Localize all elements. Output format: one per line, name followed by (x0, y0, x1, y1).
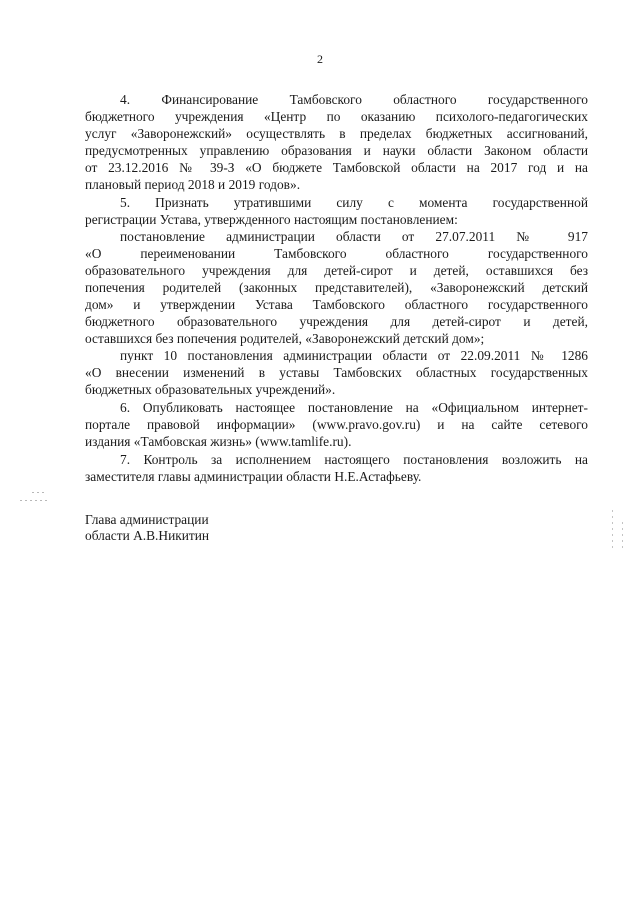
paragraph-5-line-1: 5. Признать утратившими силу с момента государственной (120, 195, 588, 210)
signature-title: Глава администрации (85, 512, 209, 527)
paragraph-4-line-1: 4. Финансирование Тамбовского областного государственного (120, 92, 588, 107)
paragraph-5-line-11: «О внесении изменений в уставы Тамбовских областных государственных (85, 365, 588, 380)
paragraph-5-line-7: дом» и утверждении Устава Тамбовского областного государственного (85, 297, 588, 312)
paragraph-4-line-2: бюджетного учреждения «Центр по оказанию психолого-педагогических (85, 109, 588, 124)
paragraph-4-line-5: от 23.12.2016 № 39-З «О бюджете Тамбовской области на 2017 год и на (85, 160, 588, 175)
paragraph-6-line-3: издания «Тамбовская жизнь» (www.tamlife.ru). (85, 434, 352, 449)
paragraph-5-line-4: «О переименовании Тамбовского областного государственного (85, 246, 588, 261)
page-number: 2 (317, 52, 323, 66)
paragraph-4-line-4: предусмотренных управлению образования и науки области Законом области (85, 143, 588, 158)
scan-artifact (622, 522, 623, 552)
paragraph-4-line-3: услуг «Заворонежский» осуществлять в пределах бюджетных ассигнований, (85, 126, 588, 141)
paragraph-7-line-1: 7. Контроль за исполнением настоящего постановления возложить на (120, 452, 588, 467)
paragraph-5-line-8: бюджетного образовательного учреждения для детей-сирот и детей, (85, 314, 588, 329)
paragraph-5-line-9: оставшихся без попечения родителей, «Заворонежский детский дом»; (85, 331, 485, 346)
paragraph-5-line-6: попечения родителей (законных представителей), «Заворонежский детский (85, 280, 588, 295)
paragraph-5-line-3: постановление администрации области от 27.07.2011 № 917 (120, 229, 588, 244)
paragraph-5-line-12: бюджетных образовательных учреждений». (85, 382, 336, 397)
paragraph-5-line-2: регистрации Устава, утвержденного настоящим постановлением: (85, 212, 458, 227)
scan-artifact (32, 492, 46, 493)
scan-artifact (20, 500, 48, 501)
paragraph-6-line-2: портале правовой информации» (www.pravo.gov.ru) и на сайте сетевого (85, 417, 588, 432)
paragraph-6-line-1: 6. Опубликовать настоящее постановление на «Официальном интернет- (120, 400, 588, 415)
paragraph-4-line-6: плановый период 2018 и 2019 годов». (85, 177, 301, 192)
paragraph-7-line-2: заместителя главы администрации области Н.Е.Астафьеву. (85, 469, 422, 484)
scan-artifact (612, 510, 613, 550)
signature-name: области А.В.Никитин (85, 528, 210, 543)
paragraph-5-line-10: пункт 10 постановления администрации области от 22.09.2011 № 1286 (120, 348, 588, 363)
paragraph-5-line-5: образовательного учреждения для детей-сирот и детей, оставшихся без (85, 263, 588, 278)
